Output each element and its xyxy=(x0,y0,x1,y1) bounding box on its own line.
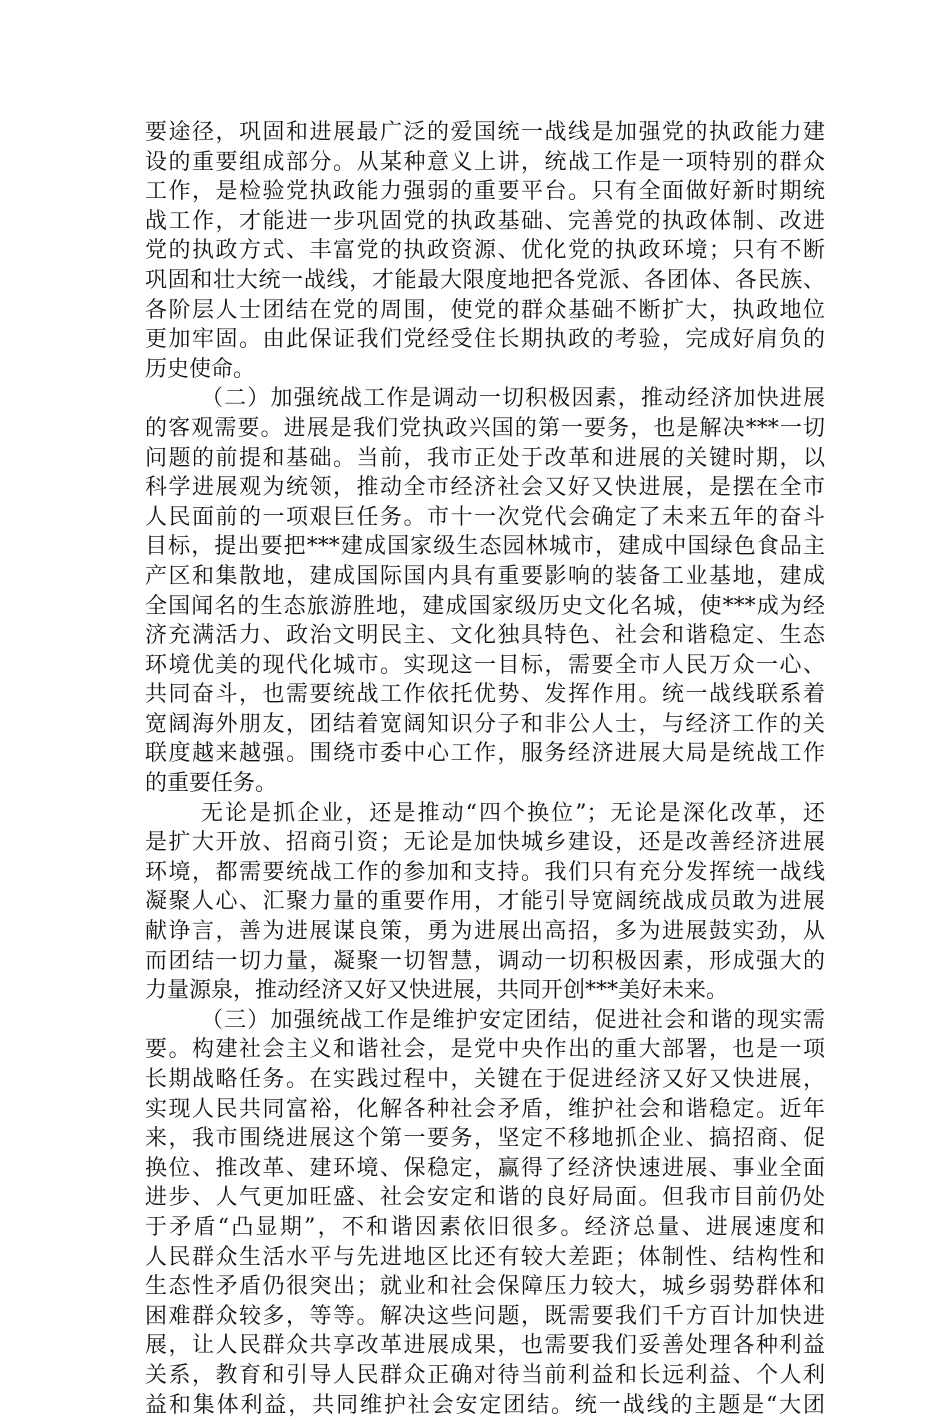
text-line: （三）加强统战工作是维护安定团结，促进社会和谐的现实需 xyxy=(201,1007,825,1033)
text-line: 生态性矛盾仍很突出；就业和社会保障压力较大，城乡弱势群体和 xyxy=(145,1274,825,1300)
text-line: 于矛盾“凸显期”，不和谐因素依旧很多。经济总量、进展速度和 xyxy=(145,1214,825,1240)
text-line: 问题的前提和基础。当前，我市正处于改革和进展的关键时期，以 xyxy=(145,445,825,471)
text-line: 实现人民共同富裕，化解各种社会矛盾，维护社会和谐稳定。近年 xyxy=(145,1096,825,1122)
text-line: 人民面前的一项艰巨任务。市十一次党代会确定了未来五年的奋斗 xyxy=(145,504,825,530)
text-line: 进步、人气更加旺盛、社会安定和谐的良好局面。但我市目前仍处 xyxy=(145,1185,825,1211)
text-line: 凝聚人心、汇聚力量的重要作用，才能引导宽阔统战成员敢为进展 xyxy=(145,889,825,915)
text-line: 科学进展观为统领，推动全市经济社会又好又快进展，是摆在全市 xyxy=(145,475,825,501)
text-line: 战工作，才能进一步巩固党的执政基础、完善党的执政体制、改进 xyxy=(145,208,825,234)
text-line: 要途径，巩固和进展最广泛的爱国统一战线是加强党的执政能力建 xyxy=(145,120,825,145)
text-line: 困难群众较多，等等。解决这些问题，既需要我们千方百计加快进 xyxy=(145,1303,825,1329)
text-line: 的客观需要。进展是我们党执政兴国的第一要务，也是解决***一切 xyxy=(145,415,825,441)
text-line: 来，我市围绕进展这个第一要务，坚定不移地抓企业、搞招商、促 xyxy=(145,1126,825,1152)
text-line: 是扩大开放、招商引资；无论是加快城乡建设，还是改善经济进展 xyxy=(145,830,825,856)
text-line: 而团结一切力量，凝聚一切智慧，调动一切积极因素，形成强大的 xyxy=(145,948,825,974)
text-line: 长期战略任务。在实践过程中，关键在于促进经济又好又快进展， xyxy=(145,1067,825,1092)
body-text xyxy=(145,118,825,1420)
text-line: 产区和集散地，建成国际国内具有重要影响的装备工业基地，建成 xyxy=(145,563,825,589)
text-line: 各阶层人士团结在党的周围，使党的群众基础不断扩大，执政地位 xyxy=(145,297,825,323)
text-line: 力量源泉，推动经济又好又快进展，共同开创***美好未来。 xyxy=(145,978,729,1004)
text-line: 巩固和壮大统一战线，才能最大限度地把各党派、各团体、各民族、 xyxy=(145,267,825,293)
text-line: 环境优美的现代化城市。实现这一目标，需要全市人民万众一心、 xyxy=(145,652,825,678)
text-line: 设的重要组成部分。从某种意义上讲，统战工作是一项特别的群众 xyxy=(145,149,825,175)
text-line: 的重要任务。 xyxy=(145,771,278,797)
text-line: 党的执政方式、丰富党的执政资源、优化党的执政环境；只有不断 xyxy=(145,238,825,264)
text-line: 益和集体利益，共同维护社会安定团结。统一战线的主题是“大团 xyxy=(145,1392,825,1418)
text-line: 换位、推改革、建环境、保稳定，赢得了经济快速进展、事业全面 xyxy=(145,1155,825,1181)
text-line: 更加牢固。由此保证我们党经受住长期执政的考验，完成好肩负的 xyxy=(145,327,825,353)
text-line: 人民群众生活水平与先进地区比还有较大差距；体制性、结构性和 xyxy=(145,1244,825,1270)
text-line: 宽阔海外朋友，团结着宽阔知识分子和非公人士，与经济工作的关 xyxy=(145,711,825,737)
text-line: 工作，是检验党执政能力强弱的重要平台。只有全面做好新时期统 xyxy=(145,179,825,205)
text-line: 展，让人民群众共享改革进展成果，也需要我们妥善处理各种利益 xyxy=(145,1333,825,1359)
text-line: 环境，都需要统战工作的参加和支持。我们只有充分发挥统一战线 xyxy=(145,859,825,885)
text-line: 共同奋斗，也需要统战工作依托优势、发挥作用。统一战线联系着 xyxy=(145,682,825,708)
text-line: （二）加强统战工作是调动一切积极因素，推动经济加快进展 xyxy=(201,386,825,412)
text-line: 历史使命。 xyxy=(145,356,256,382)
text-line: 联度越来越强。围绕市委中心工作，服务经济进展大局是统战工作 xyxy=(145,741,825,767)
text-line: 全国闻名的生态旅游胜地，建成国家级历史文化名城，使***成为经 xyxy=(145,593,825,619)
text-line: 关系，教育和引导人民群众正确对待当前利益和长远利益、个人利 xyxy=(145,1362,825,1388)
text-line: 献诤言，善为进展谋良策，勇为进展出高招，多为进展鼓实劲，从 xyxy=(145,919,825,945)
text-line: 要。构建社会主义和谐社会，是党中央作出的重大部署，也是一项 xyxy=(145,1037,825,1063)
text-line: 无论是抓企业，还是推动“四个换位”；无论是深化改革，还 xyxy=(201,800,825,826)
text-line: 目标，提出要把***建成国家级生态园林城市，建成中国绿色食品主 xyxy=(145,534,825,560)
text-line: 济充满活力、政治文明民主、文化独具特色、社会和谐稳定、生态 xyxy=(145,623,825,649)
